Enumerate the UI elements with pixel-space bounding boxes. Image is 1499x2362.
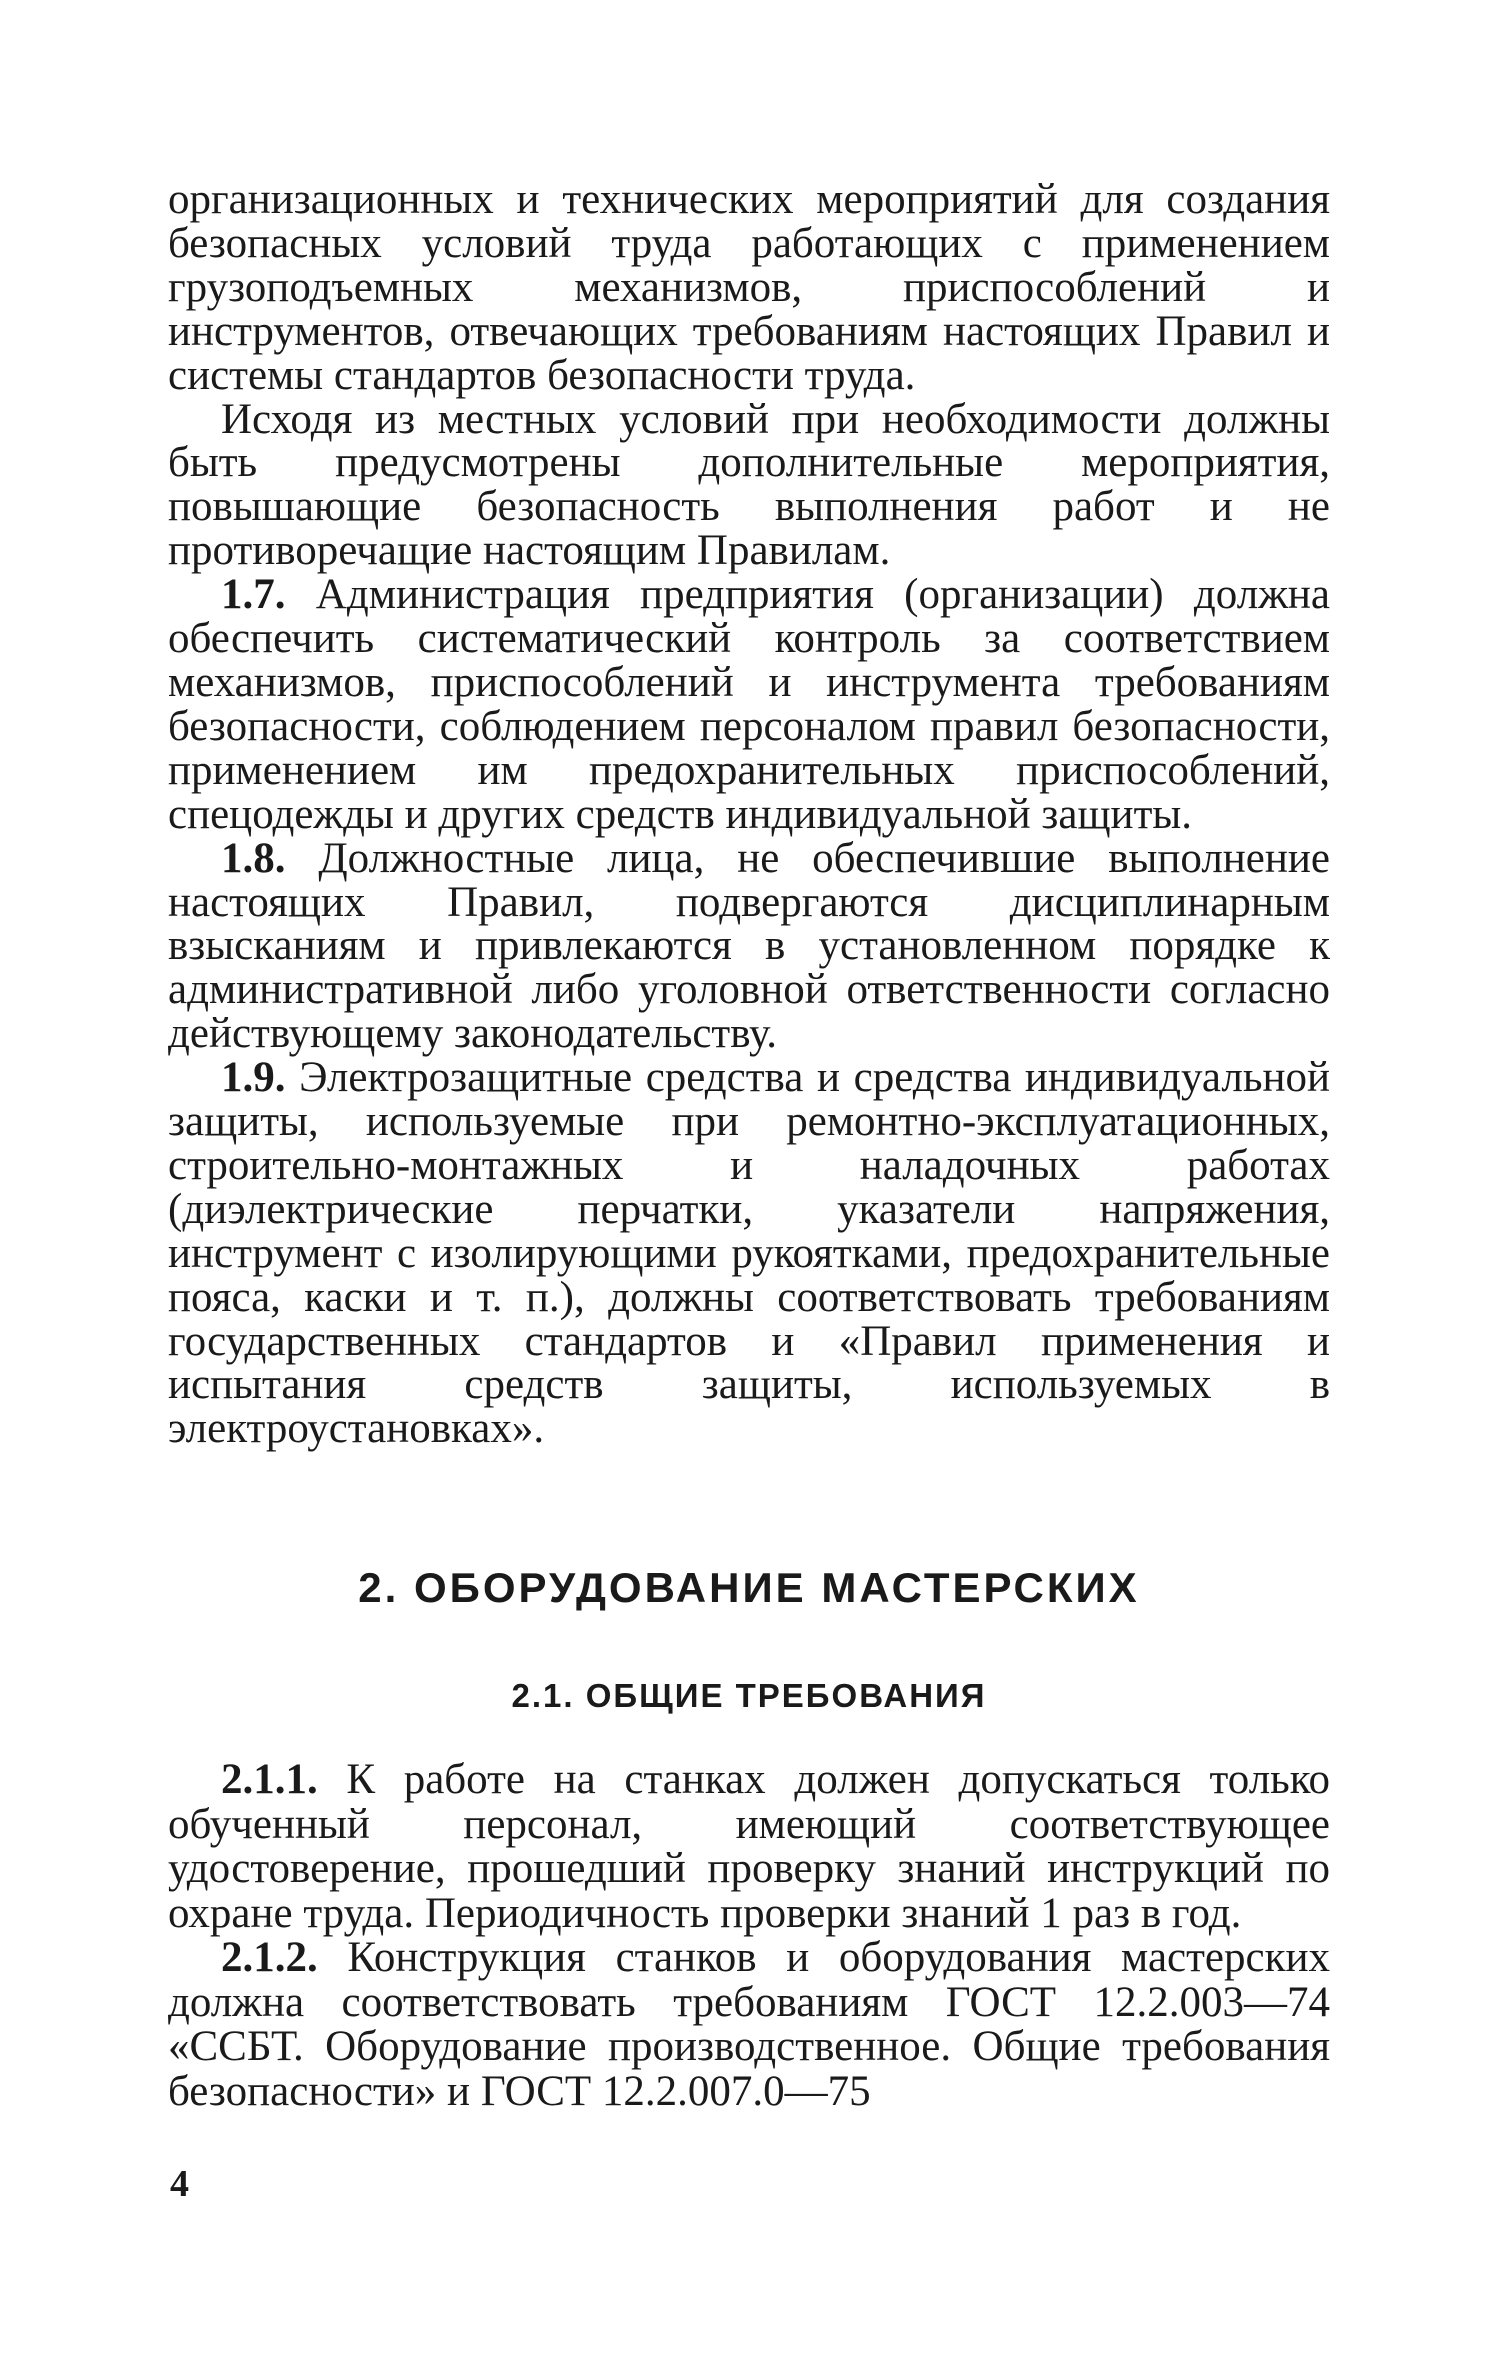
clause-1-9 [168, 1056, 1330, 1451]
subsection-heading: 2.1. ОБЩИЕ ТРЕБОВАНИЯ [511, 1677, 987, 1714]
clause-text: Администрация предприятия (организации) должна обеспечить систематический контроль за соответствием механизмов, приспособлений и инструмента требованиям безопасности, соблюдением персоналом правил безопасности, применением им предохранительных приспособлений, спецодежды и других средств индивидуальной защиты. [168, 571, 1330, 838]
subsection-text-block [168, 1758, 1330, 2114]
main-text-block [168, 178, 1330, 1451]
clause-1-7 [168, 573, 1330, 836]
clause-number: 2.1.1. [221, 1756, 318, 1803]
clause-number: 2.1.2. [221, 1934, 318, 1981]
section-heading: 2. ОБОРУДОВАНИЕ МАСТЕРСКИХ [358, 1564, 1140, 1611]
clause-text: К работе на станках должен допускаться только обученный персонал, имеющий соответствующее удостоверение, прошедший проверку знаний инструкций по охране труда. Периодичность проверки знаний 1 раз в год. [168, 1756, 1330, 1937]
local-conditions-paragraph: Исходя из местных условий при необходимости должны быть предусмотрены дополнительные мероприятия, повышающие безопасность выполнения работ и не противоречащие настоящим Правилам. [168, 395, 1330, 575]
intro-paragraph: организационных и технических мероприятий для создания безопасных условий труда работающих с применением грузоподъемных механизмов, приспособлений и инструментов, отвечающих требованиям настоящих Правил и системы стандартов безопасности труда. [168, 176, 1330, 399]
page-number: 4 [170, 2163, 189, 2205]
clause-2-1-1 [168, 1758, 1330, 1936]
clause-text: Конструкция станков и оборудования мастерских должна соответствовать требованиям ГОСТ 12.2.003—74 «ССБТ. Оборудование производственное. Общие требования безопасности» и ГОСТ 12.2.007.0—75 [168, 1934, 1330, 2115]
clause-number: 1.7. [221, 571, 286, 619]
clause-number: 1.8. [221, 834, 286, 882]
clause-2-1-2 [168, 1936, 1330, 2114]
clause-number: 1.9. [221, 1054, 286, 1102]
clause-1-8 [168, 834, 1331, 1058]
clause-text: Электрозащитные средства и средства индивидуальной защиты, используемые при ремонтно-эксплуатационных, строительно-монтажных и наладочных работах (диэлектрические перчатки, указатели напряжения, инструмент с изолирующими рукоятками, предохранительные пояса, каски и т. п.), должны соответствовать требованиям государственных стандартов и «Правил применения и испытания средств защиты, используемых в электроустановках». [168, 1054, 1330, 1453]
clause-text: Должностные лица, не обеспечившие выполнение настоящих Правил, подвергаются дисциплинарным взысканиям и привлекаются в установленном порядке к административной либо уголовной ответственности согласно действующему законодательству. [168, 834, 1331, 1058]
